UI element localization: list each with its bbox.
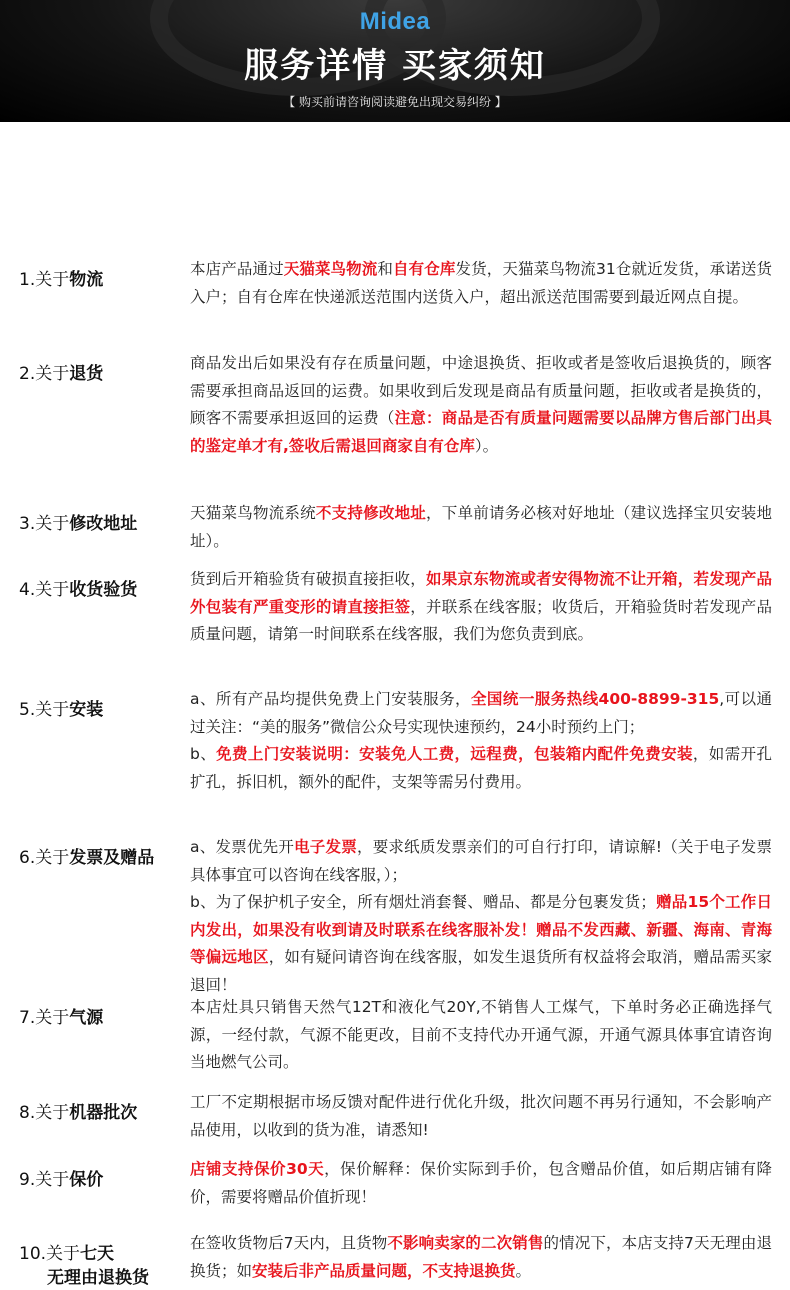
section-content	[190, 1230, 772, 1285]
body-text: b、为了保护机子安全，所有烟灶消套餐、赠品、都是分包裹发货；	[190, 893, 656, 911]
section-content	[190, 350, 772, 460]
highlight-text: 店铺支持保价30天	[190, 1160, 325, 1178]
highlight-text: 注意：商品是否有质量问题需要以品牌方售后部门出具的鉴定单才有,签收后需退回商家自有仓库	[190, 409, 772, 455]
section-label: 10.关于七天 无理由退换货	[19, 1244, 149, 1288]
section-content	[190, 566, 772, 649]
paragraph	[190, 256, 772, 311]
body-text: a、所有产品均提供免费上门安装服务，	[190, 690, 471, 708]
body-text: 的情况下，本店支持7天无理由退换货；如	[190, 1234, 772, 1280]
highlight-text: 全国统一服务热线400-8899-315	[470, 690, 720, 708]
section-content	[190, 686, 772, 796]
section-content	[190, 500, 772, 555]
section-content	[190, 256, 772, 311]
paragraph	[190, 350, 772, 460]
paragraph	[190, 1156, 772, 1211]
paragraph	[190, 994, 772, 1077]
highlight-text: 赠品15个工作日内发出，如果没有收到请及时联系在线客服补发！赠品不发西藏、新疆、海南、青海等偏远地区	[190, 893, 773, 966]
body-text: a、发票优先开	[190, 838, 295, 856]
highlight-text: 如果京东物流或者安得物流不让开箱，若发现产品外包装有严重变形的请直接拒签	[190, 570, 772, 616]
paragraph	[190, 834, 772, 889]
body-text: 在签收货物后7天内，且货物	[190, 1234, 388, 1252]
section-content	[190, 1089, 772, 1144]
paragraph	[190, 741, 772, 796]
body-text: ，要求纸质发票亲们的可自行打印，请谅解!（关于电子发票具体事宜可以咨询在线客服，）；	[190, 838, 772, 884]
paragraph	[190, 686, 772, 741]
section-label: 3.关于修改地址	[19, 514, 138, 534]
paragraph	[190, 566, 772, 649]
body-text: 。	[515, 1261, 532, 1280]
body-text: ，如需开孔扩孔，拆旧机，额外的配件，支架等需另付费用。	[190, 745, 772, 791]
section-content	[190, 834, 772, 999]
section-label: 4.关于收货验货	[19, 580, 138, 600]
highlight-text: 自有仓库	[393, 260, 456, 278]
highlight-text: 不支持修改地址	[315, 504, 427, 522]
paragraph	[190, 1230, 772, 1285]
section-label: 8.关于机器批次	[19, 1103, 138, 1123]
highlight-text: 电子发票	[294, 838, 357, 856]
highlight-text: 免费上门安装说明：安装免人工费，远程费，包装箱内配件免费安装	[216, 745, 693, 763]
body-text: 本店灶具只销售天然气12T和液化气20Y,不销售人工煤气，下单时务必正确选择气源，一经付款，气源不能更改，目前不支持代办开通气源，开通气源具体事宜请咨询当地燃气公司。	[190, 998, 772, 1071]
body-text: 货到后开箱验货有破损直接拒收，	[190, 570, 427, 588]
section-content	[190, 994, 772, 1077]
section-label: 2.关于退货	[19, 364, 104, 384]
paragraph	[190, 889, 772, 999]
brand-logo: Midea	[359, 8, 431, 35]
body-text: 商品发出后如果没有存在质量问题，中途退换货、拒收或者是签收后退换货的，顾客需要承担商品返回的运费。如果收到后发现是商品有质量问题，拒收或者是换货的，顾客不需要承担返回的运费（	[190, 354, 772, 427]
highlight-text: 不影响卖家的二次销售	[387, 1234, 544, 1252]
page-header	[0, 0, 790, 122]
paragraph	[190, 500, 772, 555]
page-subtitle: 【 购买前请咨询阅读避免出现交易纠纷 】	[283, 95, 507, 109]
body-text: ，并联系在线客服；收货后，开箱验货时若发现产品质量问题，请第一时间联系在线客服，我们为您负责到底。	[190, 597, 772, 643]
section-label: 6.关于发票及赠品	[19, 848, 155, 868]
body-text: b、	[190, 745, 217, 763]
body-text: ，保价解释：保价实际到手价，包含赠品价值，如后期店铺有降价，需要将赠品价值折现！	[190, 1160, 772, 1206]
body-text: ，下单前请务必核对好地址（建议选择宝贝安装地址）。	[190, 504, 772, 550]
body-text: ,可以通过关注：“美的服务”微信公众号实现快速预约，24小时预约上门；	[190, 690, 773, 736]
section-label: 7.关于气源	[19, 1008, 104, 1028]
body-text: ）。	[474, 436, 499, 455]
section-label: 1.关于物流	[19, 270, 104, 290]
page-title: 服务详情 买家须知	[244, 46, 546, 86]
section-label: 5.关于安装	[19, 700, 104, 720]
body-text: ，如有疑问请咨询在线客服，如发生退货所有权益将会取消，赠品需买家退回！	[190, 948, 772, 994]
body-text: 本店产品通过	[190, 260, 284, 278]
highlight-text: 安装后非产品质量问题，不支持退换货	[252, 1261, 516, 1280]
paragraph	[190, 1089, 772, 1144]
highlight-text: 天猫菜鸟物流	[283, 260, 378, 278]
body-text: 天猫菜鸟物流系统	[190, 504, 316, 522]
section-label: 9.关于保价	[19, 1170, 104, 1190]
body-text: 和	[377, 260, 394, 278]
body-text: 发货，天猫菜鸟物流31仓就近发货，承诺送货入户；自有仓库在快递派送范围内送货入户，超出派送范围需要到最近网点自提。	[190, 260, 772, 306]
section-content	[190, 1156, 772, 1211]
body-text: 工厂不定期根据市场反馈对配件进行优化升级，批次问题不再另行通知，不会影响产品使用，以收到的货为准，请悉知!	[190, 1093, 772, 1139]
